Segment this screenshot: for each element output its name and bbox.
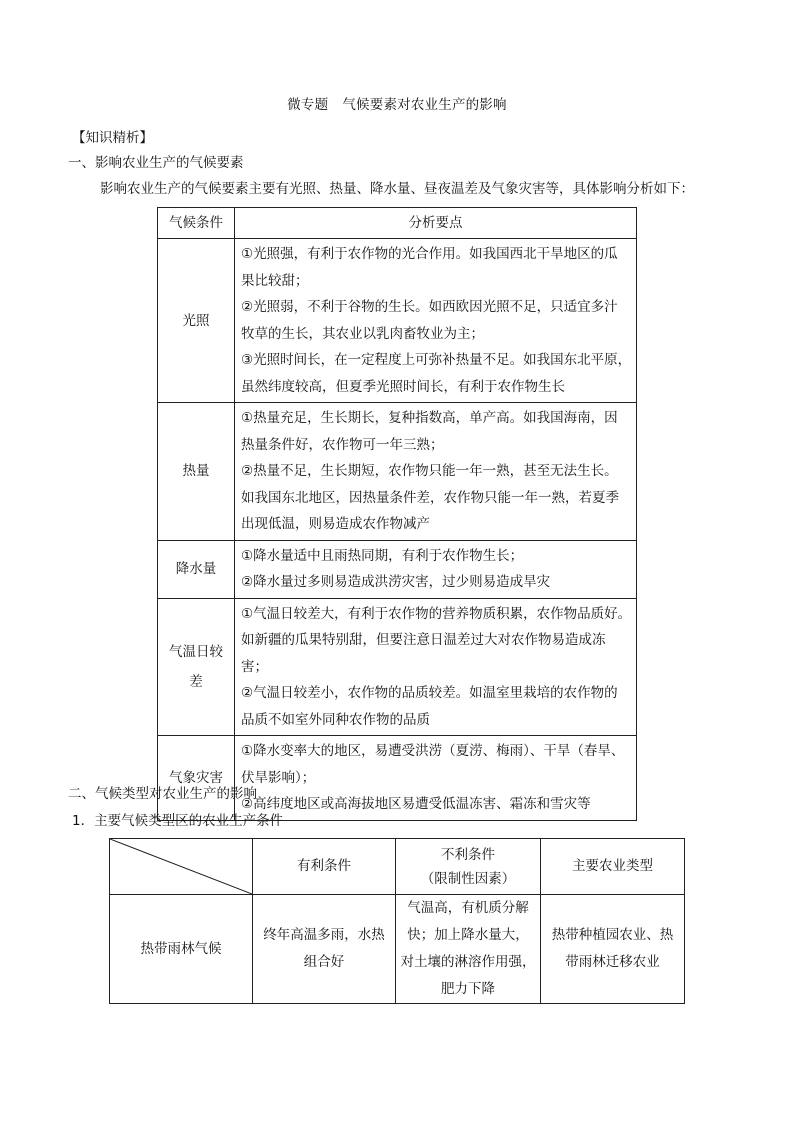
factor-cell: 气象灾害 [158, 736, 235, 821]
table-header-row [110, 839, 685, 895]
header-agri-type: 主要农业类型 [541, 839, 685, 895]
analysis-line: 牧草的生长，其农业以乳肉畜牧业为主； [241, 325, 484, 342]
analysis-cell [235, 540, 637, 598]
table-row [158, 598, 637, 736]
analysis-line: ①热量充足，生长期长，复种指数高，单产高。如我国海南，因 [241, 410, 618, 426]
analysis-line: 如我国东北地区，因热量条件差，农作物只能一年一熟，若夏季 [241, 489, 619, 506]
header-climate-condition: 气候条件 [158, 208, 235, 239]
table-row [110, 895, 685, 1004]
subsection-heading: 1．主要气候类型区的农业生产条件 [72, 813, 284, 829]
analysis-cell [235, 239, 637, 403]
analysis-line: 伏旱影响）； [241, 769, 316, 786]
cell-line: 组合好 [303, 954, 345, 970]
table-row [158, 403, 637, 541]
agri-type-cell [541, 895, 685, 1004]
cell-line: 快；加上降水量大， [407, 927, 529, 943]
factor-cell [158, 598, 235, 736]
analysis-cell [235, 403, 637, 541]
analysis-line: 出现低温，则易造成农作物减产 [241, 516, 430, 532]
analysis-line: ①降水量适中且雨热同期，有利于农作物生长； [241, 547, 524, 564]
header-unfavorable-line: 不利条件 [441, 846, 495, 863]
analysis-line: ②高纬度地区或高海拔地区易遭受低温冻害、霜冻和雪灾等 [241, 796, 591, 812]
cell-line: 气温高，有机质分解 [407, 900, 529, 916]
climate-agriculture-table [109, 838, 685, 1004]
analysis-line: ②光照弱，不利于谷物的生长。如西欧因光照不足，只适宜多汁 [241, 299, 618, 315]
cell-line: 肥力下降 [441, 981, 495, 997]
cell-line: 对土壤的淋溶作用强， [400, 954, 536, 970]
analysis-line: ①气温日较差大，有利于农作物的营养物质积累，农作物品质好。 [241, 605, 632, 622]
analysis-line: ②降水量过多则易造成洪涝灾害，过少则易造成旱灾 [241, 574, 551, 590]
analysis-cell [235, 598, 637, 736]
section-heading-1: 一、影响农业生产的气候要素 [68, 155, 244, 171]
diagonal-line [110, 839, 252, 894]
analysis-line: 热量条件好，农作物可一年三熟； [241, 436, 444, 453]
table-header-row [158, 208, 637, 239]
analysis-line: 如新疆的瓜果特别甜，但要注意日温差过大对农作物易造成冻害； [241, 632, 606, 675]
cell-line: 带雨林迁移农业 [565, 954, 660, 970]
table-row [158, 239, 637, 403]
diagonal-header-cell [110, 839, 253, 895]
analysis-line: ②气温日较差小，农作物的品质较差。如温室里栽培的农作物的 [241, 685, 618, 701]
analysis-line: 虽然纬度较高，但夏季光照时间长，有利于农作物生长 [241, 378, 565, 395]
analysis-line: 品质不如室外同种农作物的品质 [241, 711, 430, 728]
analysis-cell [235, 736, 637, 821]
climate-cell: 热带雨林气候 [110, 895, 253, 1004]
climate-factors-table [157, 207, 637, 821]
analysis-line: ③光照时间长，在一定程度上可弥补热量不足。如我国东北平原， [241, 352, 632, 368]
factor-cell: 光照 [158, 239, 235, 403]
favorable-cell [253, 895, 396, 1004]
table-row [158, 540, 637, 598]
factor-line: 差 [189, 673, 203, 690]
knowledge-tag: 【知识精析】 [72, 130, 153, 146]
header-unfavorable-line: （限制性因素） [420, 870, 516, 887]
analysis-line: ②热量不足，生长期短，农作物只能一年一熟，甚至无法生长。 [241, 463, 618, 479]
analysis-line: ①降水变率大的地区，易遭受洪涝（夏涝、梅雨）、干旱（春旱、 [241, 743, 625, 759]
cell-line: 热带种植园农业、热 [551, 927, 674, 943]
factor-cell: 热量 [158, 403, 235, 541]
header-favorable: 有利条件 [253, 839, 396, 895]
analysis-line: ①光照强，有利于农作物的光合作用。如我国西北干旱地区的瓜 [241, 246, 618, 262]
title-main: 气候要素对农业生产的影响 [342, 97, 507, 113]
intro-paragraph: 影响农业生产的气候要素主要有光照、热量、降水量、昼夜温差及气象灾害等，具体影响分析如下： [100, 181, 694, 197]
header-analysis-points: 分析要点 [235, 208, 637, 239]
analysis-line: 果比较甜； [241, 272, 309, 289]
unfavorable-cell [396, 895, 541, 1004]
section-heading-2: 二、气候类型对农业生产的影响 [68, 786, 257, 802]
cell-line: 终年高温多雨，水热 [263, 927, 385, 943]
header-unfavorable [396, 839, 541, 895]
factor-cell: 降水量 [158, 540, 235, 598]
table-row [158, 736, 637, 821]
page-title [0, 96, 794, 114]
factor-line: 气温日较 [169, 643, 223, 660]
title-prefix: 微专题 [287, 97, 329, 113]
